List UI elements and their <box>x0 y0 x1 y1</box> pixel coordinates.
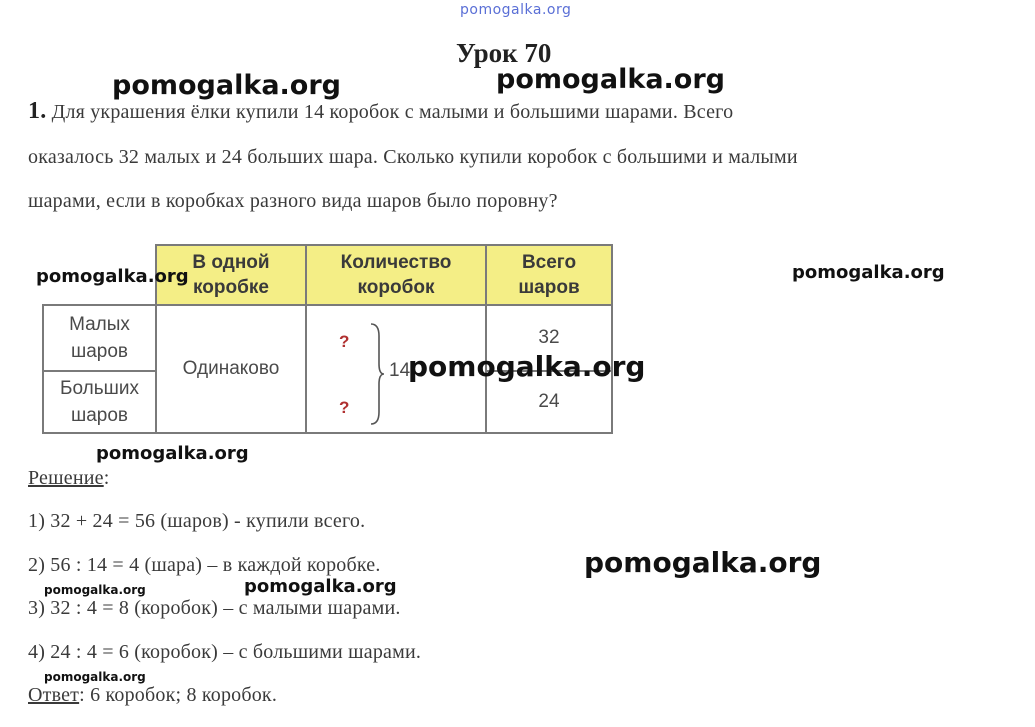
watermark-10: pomogalka.org <box>44 670 146 684</box>
boxes-total: 14 <box>389 360 411 381</box>
watermark-7: pomogalka.org <box>584 546 822 579</box>
cell-same: Одинаково <box>156 305 306 433</box>
solution-heading <box>28 467 109 490</box>
watermark-4: pomogalka.org <box>792 262 945 283</box>
total-small: 32 <box>486 305 612 371</box>
header-total-balls: Всего шаров <box>486 245 612 305</box>
row-label-big: Больших шаров <box>43 371 156 433</box>
watermark-9: pomogalka.org <box>44 583 146 597</box>
problem-line-3: шарами, если в коробках разного вида шаров было поровну? <box>28 190 558 212</box>
solution-step-2: 2) 56 : 14 = 4 (шара) – в каждой коробке. <box>28 554 381 576</box>
lesson-title: Урок 70 <box>456 38 552 68</box>
problem-line-1 <box>28 98 733 125</box>
watermark-2: pomogalka.org <box>496 64 725 95</box>
question-mark-big: ? <box>339 398 350 417</box>
problem-line-2: оказалось 32 малых и 24 больших шара. Сколько купили коробок с большими и малыми <box>28 146 798 168</box>
solution-heading-text: Решение <box>28 467 104 489</box>
watermark-3: pomogalka.org <box>36 266 189 287</box>
solution-step-4: 4) 24 : 4 = 6 (коробок) – с большими шарами. <box>28 641 422 663</box>
total-big: 24 <box>486 371 612 433</box>
watermark-6: pomogalka.org <box>96 443 249 464</box>
header-per-box: В одной коробке <box>156 245 306 305</box>
watermark-5: pomogalka.org <box>408 350 646 383</box>
solution-heading-colon: : <box>103 467 110 489</box>
problem-text-1: Для украшения ёлки купили 14 коробок с малыми и большими шарами. Всего <box>51 101 734 123</box>
solution-step-1: 1) 32 + 24 = 56 (шаров) - купили всего. <box>28 510 366 532</box>
answer-text: : 6 коробок; 8 коробок. <box>79 684 278 706</box>
header-box-count: Количество коробок <box>306 245 486 305</box>
answer-label: Ответ <box>28 684 80 706</box>
question-mark-small: ? <box>339 332 350 351</box>
answer-line <box>28 684 277 707</box>
solution-step-3: 3) 32 : 4 = 8 (коробок) – с малыми шарами. <box>28 597 401 619</box>
watermark-top: pomogalka.org <box>460 2 572 18</box>
watermark-1: pomogalka.org <box>112 70 341 101</box>
curly-brace-icon <box>369 322 385 426</box>
problem-number: 1. <box>28 98 47 124</box>
row-label-small: Малых шаров <box>43 305 156 371</box>
watermark-8: pomogalka.org <box>244 576 397 597</box>
